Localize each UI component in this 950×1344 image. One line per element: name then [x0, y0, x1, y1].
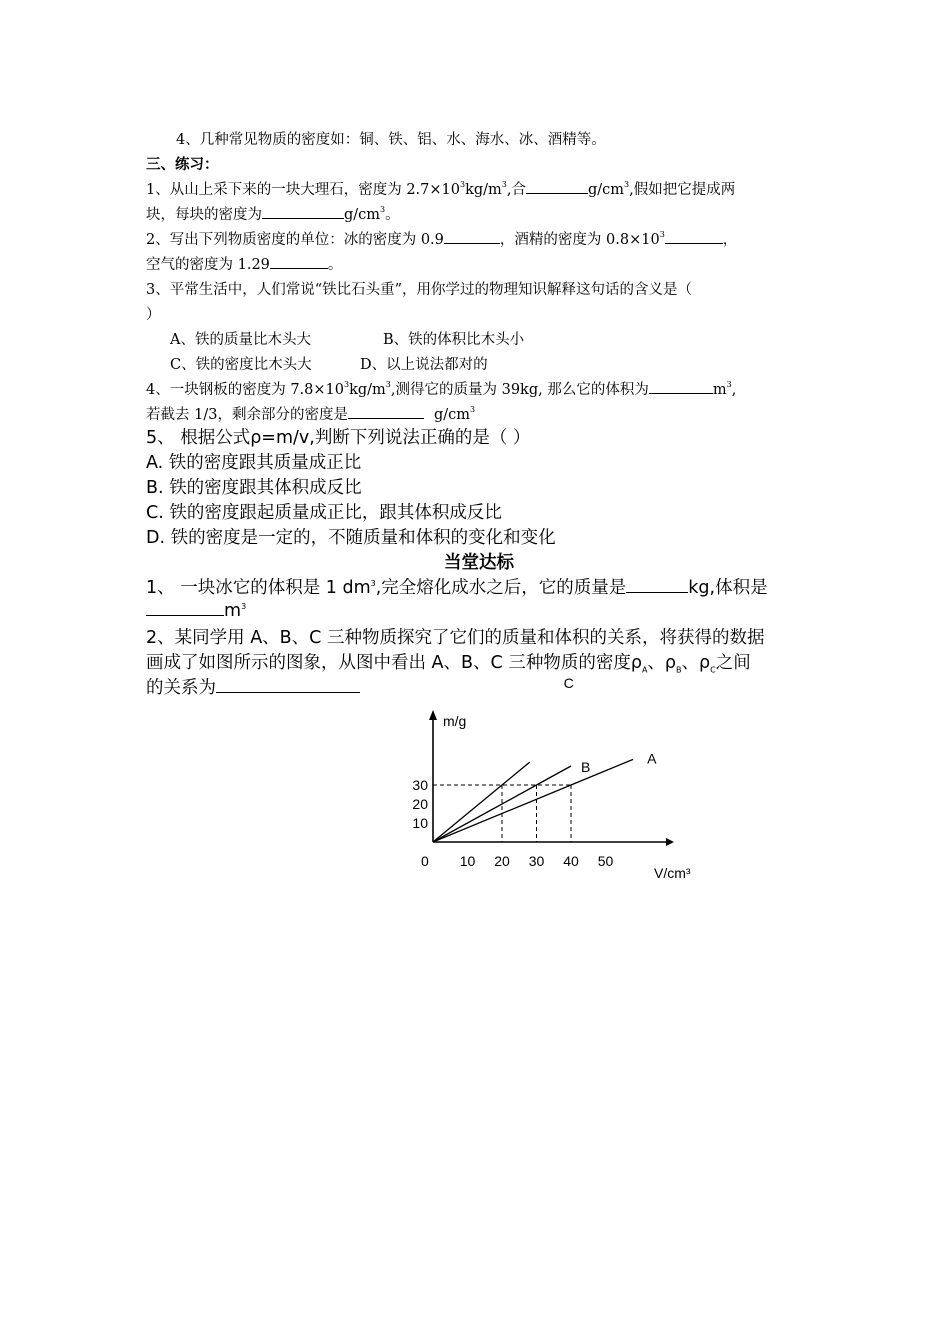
classwork-q1-line-2: $m^3$	[146, 599, 246, 621]
chart-series	[433, 759, 633, 842]
answer-blank[interactable]	[649, 379, 713, 394]
y-axis-label: m/g	[443, 713, 467, 729]
series-label-b: B	[581, 759, 591, 775]
exercise-3-option-a: A、铁的质量比木头大	[170, 332, 311, 348]
series-label-c: C	[563, 675, 574, 691]
series-line-c	[433, 762, 530, 842]
y-tick-label: 10	[412, 815, 428, 831]
exercise-2-line-2: 空气的密度为 1.29 。	[146, 253, 342, 274]
mass-volume-chart	[400, 672, 710, 892]
exercise-2-line-1: 2、写出下列物质密度的单位：冰的密度为 0.9 ，酒精的密度为 $0.8\times 10^3$ ，	[146, 230, 738, 248]
series-line-a	[433, 759, 633, 842]
chart-labels	[412, 675, 690, 881]
exercise-5-option-a: A. 铁的密度跟其质量成正比	[146, 453, 362, 473]
y-tick-label: 20	[412, 796, 428, 812]
answer-blank[interactable]	[262, 204, 344, 219]
series-label-a: A	[647, 750, 657, 767]
section-heading-practice: 三、练习：	[146, 156, 219, 173]
y-axis-arrow	[429, 710, 437, 720]
exercise-5-option-d: D. 铁的密度是一定的，不随质量和体积的变化和变化	[146, 528, 556, 548]
exercise-3-stem-close: ）	[146, 307, 161, 323]
exercise-4-line-2: 若截去 1/3，剩余部分的密度是 $g/cm^3$	[146, 405, 476, 423]
exercise-3-option-c: C、铁的密度比木头大	[170, 357, 312, 373]
exercise-5-option-c: C. 铁的密度跟起质量成正比，跟其体积成反比	[146, 503, 502, 523]
answer-blank[interactable]	[216, 676, 360, 693]
x-tick-label: 10	[459, 853, 476, 869]
exercise-3-option-d: D、以上说法都对的	[360, 357, 488, 373]
answer-blank[interactable]	[665, 229, 723, 244]
answer-blank[interactable]	[626, 576, 688, 593]
x-tick-label: 20	[494, 853, 510, 869]
exercise-1-line-2: 块，每块的密度为 $g/cm^3$。	[146, 205, 400, 223]
exercise-5-option-b: B. 铁的密度跟其体积成反比	[146, 478, 362, 498]
y-tick-label: 30	[412, 777, 428, 793]
answer-blank[interactable]	[526, 179, 588, 194]
answer-blank[interactable]	[270, 254, 328, 269]
answer-blank[interactable]	[444, 229, 500, 244]
exercise-4-line-1: 4、一块钢板的密度为 $7.8\times 10^3kg/m^3$,测得它的质量为 39kg, 那么它的体积为 $m^3$,	[146, 380, 737, 398]
answer-blank[interactable]	[146, 599, 224, 616]
exercise-5-stem: 5、 根据公式ρ=m/v,判断下列说法正确的是（ ）	[146, 428, 531, 448]
x-tick-label: 40	[563, 853, 579, 869]
exercise-1-line-1: 1、从山上采下来的一块大理石，密度为 $2.7\times 10^3kg/m^3$,合 $g/cm^3$,假如把它提成两	[146, 180, 736, 198]
answer-blank[interactable]	[348, 404, 424, 419]
classwork-q2-line-1: 2、某同学用 A、B、C 三种物质探究了它们的质量和体积的关系，将获得的数据	[146, 628, 765, 648]
classwork-q1-line-1: 1、 一块冰它的体积是 1 $dm^3$,完全熔化成水之后，它的质量是 kg,体积是	[146, 578, 768, 598]
exercise-3-option-b: B、铁的体积比木头小	[383, 332, 525, 348]
classwork-q2-line-3: 的关系为	[146, 674, 360, 699]
chart-axes	[429, 710, 674, 846]
classwork-title: 当堂达标	[444, 553, 514, 573]
x-tick-label: 0	[421, 853, 429, 869]
x-axis-arrow	[666, 838, 674, 846]
x-axis-label: V/cm³	[654, 865, 691, 881]
x-tick-label: 30	[528, 853, 545, 869]
exercise-3-stem: 3、平常生活中，人们常说“铁比石头重”，用你学过的物理知识解释这句话的含义是（	[146, 282, 693, 298]
density-item-4: 4、几种常见物质的密度如：铜、铁、铝、水、海水、冰、酒精等。	[176, 132, 606, 148]
x-tick-label: 50	[597, 853, 614, 869]
classwork-q2-line-2: 画成了如图所示的图象，从图中看出 A、B、C 三种物质的密度$\rho_A$、$\rho_B$、$\rho_C$之间	[146, 653, 751, 675]
